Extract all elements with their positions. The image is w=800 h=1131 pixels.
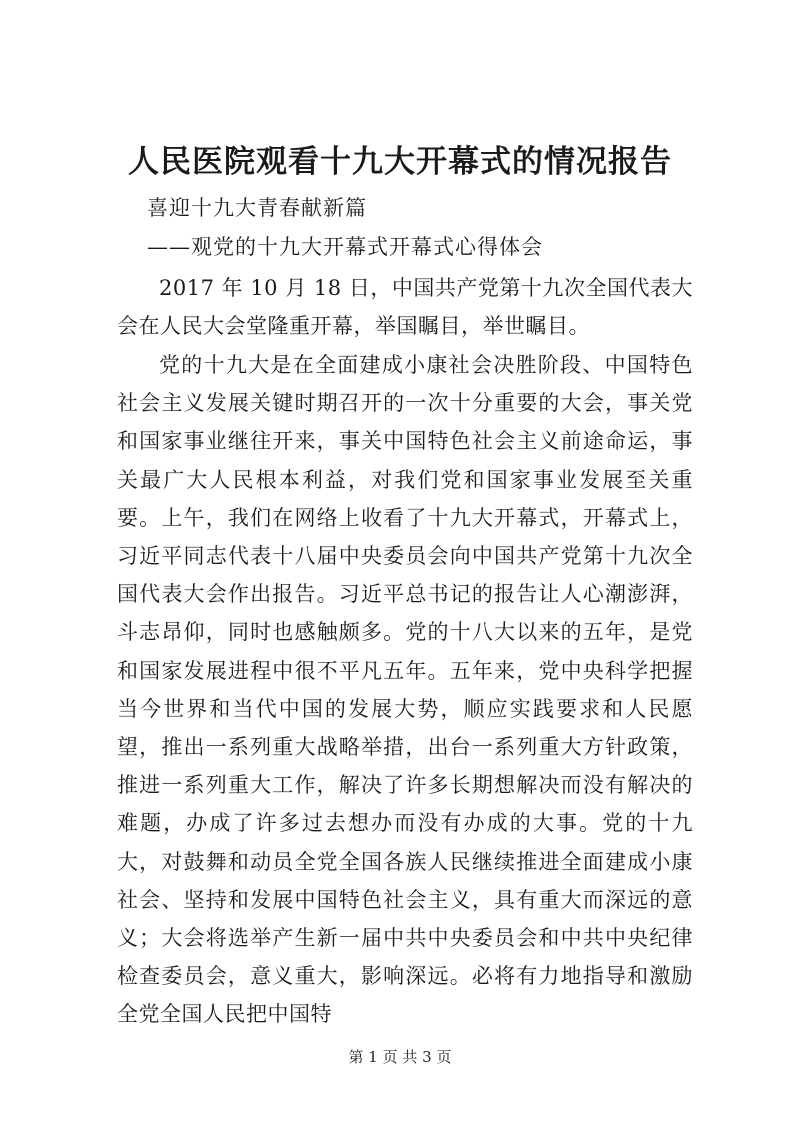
document-subtitle-secondary: ——观党的十九大开幕式开幕式心得体会 [147, 235, 543, 259]
page-number-footer: 第 1 页 共 3 页 [348, 1048, 452, 1066]
body-paragraph: 党的十九大是在全面建成小康社会决胜阶段、中国特色社会主义发展关键时期召开的一次十分重要的大会，事关党和国家事业继往开来，事关中国特色社会主义前途命运，事关最广大人民根本利益，对我们党和国家事业发展至关重要。上午，我们在网络上收看了十九大开幕式，开幕式上，习近平同志代表十八届中央委员会向中国共产党第十九次全国代表大会作出报告。习近平总书记的报告让人心潮澎湃，斗志昂仰，同时也感触颇多。党的十八大以来的五年，是党和国家发展进程中很不平凡五年。五年来，党中央科学把握当今世界和当代中国的发展大势，顺应实践要求和人民愿望，推出一系列重大战略举措，出台一系列重大方针政策，推进一系列重大工作，解决了许多长期想解决而没有解决的难题，办成了许多过去想办而没有办成的大事。党的十九大，对鼓舞和动员全党全国各族人民继续推进全面建成小康社会、坚持和发展中国特色社会主义，具有重大而深远的意义；大会将选举产生新一届中共中央委员会和中共中央纪律检查委员会，意义重大，影响深远。必将有力地指导和激励全党全国人民把中国特 [117, 353, 693, 1027]
document-title: 人民医院观看十九大开幕式的情况报告 [128, 144, 672, 180]
body-paragraph: 2017 年 10 月 18 日，中国共产党第十九次全国代表大会在人民大会堂隆重开幕，举国瞩目，举世瞩目。 [117, 276, 693, 339]
document-subtitle: 喜迎十九大青春献新篇 [147, 196, 367, 220]
